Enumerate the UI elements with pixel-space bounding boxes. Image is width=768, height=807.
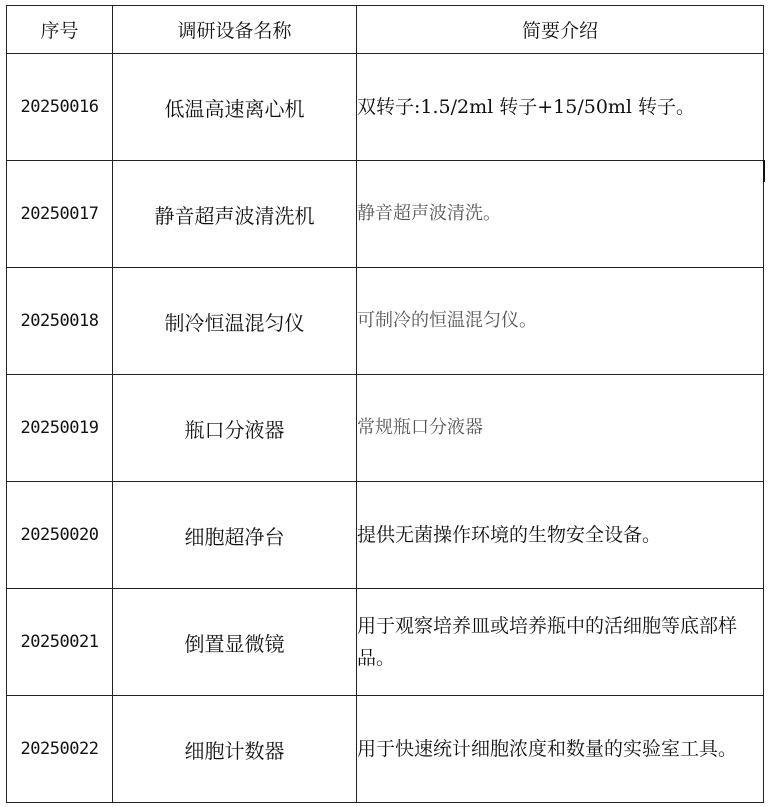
equipment-table <box>6 5 764 803</box>
equipment-name-cell: 倒置显微镜 <box>113 589 357 696</box>
table-row <box>7 696 764 803</box>
equipment-name-cell: 低温高速离心机 <box>113 54 357 161</box>
serial-number-cell: 20250018 <box>7 268 113 375</box>
serial-number-cell: 20250021 <box>7 589 113 696</box>
header-brief-description: 简要介绍 <box>357 6 764 54</box>
equipment-name-cell: 瓶口分液器 <box>113 375 357 482</box>
equipment-name-cell: 细胞超净台 <box>113 482 357 589</box>
equipment-name-cell: 静音超声波清洗机 <box>113 161 357 268</box>
text-cursor-mark <box>763 160 765 182</box>
serial-number-cell: 20250016 <box>7 54 113 161</box>
table-row <box>7 482 764 589</box>
equipment-name-cell: 制冷恒温混匀仪 <box>113 268 357 375</box>
description-cell: 静音超声波清洗。 <box>357 161 764 268</box>
header-equipment-name: 调研设备名称 <box>113 6 357 54</box>
description-cell: 提供无菌操作环境的生物安全设备。 <box>357 482 764 589</box>
description-cell: 用于观察培养皿或培养瓶中的活细胞等底部样品。 <box>357 589 764 696</box>
serial-number-cell: 20250019 <box>7 375 113 482</box>
table-row <box>7 268 764 375</box>
header-row <box>7 6 764 54</box>
description-cell: 用于快速统计细胞浓度和数量的实验室工具。 <box>357 696 764 803</box>
serial-number-cell: 20250017 <box>7 161 113 268</box>
description-cell: 可制冷的恒温混匀仪。 <box>357 268 764 375</box>
header-serial-number: 序号 <box>7 6 113 54</box>
description-cell: 常规瓶口分液器 <box>357 375 764 482</box>
serial-number-cell: 20250022 <box>7 696 113 803</box>
table-row <box>7 589 764 696</box>
serial-number-cell: 20250020 <box>7 482 113 589</box>
table-row <box>7 54 764 161</box>
table-row <box>7 375 764 482</box>
equipment-name-cell: 细胞计数器 <box>113 696 357 803</box>
table-row <box>7 161 764 268</box>
description-cell: 双转子:1.5/2ml 转子+15/50ml 转子。 <box>357 54 764 161</box>
